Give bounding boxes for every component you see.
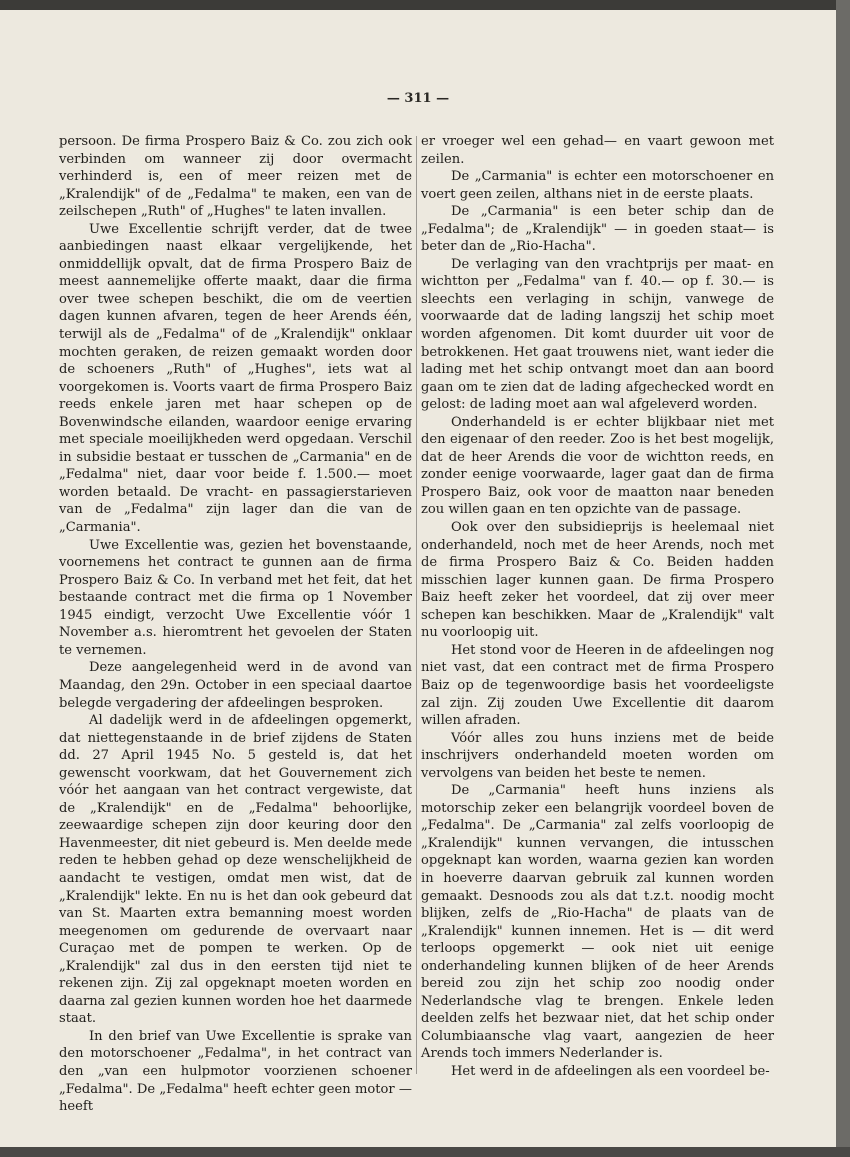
paragraph: Onderhandeld is er echter blijkbaar niet met den eigenaar of den reeder. Zoo is het best mogelijk, dat de heer Arends die voor de wichtton reeds, en zonder eenige voorwaarde, lager gaat dan de firma Prospero Baiz, ook voor de maatton naar beneden zou willen gaan en ten opzichte van de passage. xyxy=(421,414,774,518)
paragraph: Deze aangelegenheid werd in de avond van Maandag, den 29n. October in een speciaal daartoe belegde vergadering der afdeelingen besproken. xyxy=(59,660,412,711)
paragraph: persoon. De firma Prospero Baiz & Co. zou zich ook verbinden om wanneer zij door overmacht verhinderd is, een of meer reizen met de „Kralendijk" of de „Fedalma" te maken, een van de zeilschepen „Ruth" of „Hughes" te laten invallen. xyxy=(59,134,412,220)
paragraph: Vóór alles zou huns inziens met de beide inschrijvers onderhandeld moeten worden om vervolgens van beiden het beste te nemen. xyxy=(421,730,774,781)
document-page xyxy=(0,10,836,1147)
page-number: — 311 — xyxy=(386,91,450,106)
paragraph: In den brief van Uwe Excellentie is sprake van den motorschoener „Fedalma", in het contract van den „van een hulpmotor voorzienen schoener „Fedalma". De „Fedalma" heeft echter geen motor — heeft xyxy=(59,1028,412,1115)
paragraph: Uwe Excellentie schrijft verder, dat de twee aanbiedingen naast elkaar vergelijkende, het onmiddellijk opvalt, dat de firma Prospero Baiz de meest aannemelijke offerte maakt, daar die firma over twee schepen beschikt, die om de veertien dagen kunnen afvaren, tegen de heer Arends één, terwijl als de „Fedalma" of de „Kralendijk" onklaar mochten geraken, de reizen gemaakt worden door de schoeners „Ruth" of „Hughes", iets wat al voorgekomen is. Voorts vaart de firma Prospero Baiz reeds enkele jaren met haar schepen op de Bovenwindsche eilanden, waardoor eenige ervaring met speciale moeilijkheden werd opgedaan. Verschil in subsidie bestaat er tusschen de „Carmania" en de „Fedalma" niet, daar voor beide f. 1.500.— moet worden betaald. De vracht- en passagierstarieven van de „Fedalma" zijn lager dan die van de „Carmania". xyxy=(59,221,412,536)
paragraph: De „Carmania" heeft huns inziens als motorschip zeker een belangrijk voordeel boven de „Fedalma". De „Carmania" zal zelfs voorloopig de „Kralendijk" kunnen vervangen, die intusschen opgeknapt kan worden, waarna gezien kan worden in hoeverre daarvan gebruik zal kunnen worden gemaakt. Desnoods zou als dat t.z.t. noodig mocht blijken, zelfs de „Rio-Hacha" de plaats van de „Kralendijk" kunnen innemen. Het is — dit werd terloops opgemerkt — ook niet uit eenige onderhandeling kunnen blijken of de heer Arends bereid zou zijn het schip zoo noodig onder Nederlandsche vlag te brengen. Enkele leden deelden zelfs het bezwaar niet, dat het schip onder Columbiaansche vlag vaart, aangezien de heer Arends toch immers Nederlander is. xyxy=(421,783,774,1062)
paragraph: De verlaging van den vrachtprijs per maat- en wichtton per „Fedalma" van f. 40.— op f. 30.— is sleechts een verlaging in schijn, vanwege de voorwaarde dat de lading langszij het schip moet worden afgenomen. Dit komt duurder uit voor de betrokkenen. Het gaat trouwens niet, want ieder die lading met het schip ontvangt moet dan aan boord gaan om te zien dat de lading afgechecked wordt en gelost: de lading moet aan wal afgeleverd worden. xyxy=(421,256,774,413)
paragraph: Het stond voor de Heeren in de afdeelingen nog niet vast, dat een contract met de firma Prospero Baiz op de tegenwoordige basis het voordeeligste zal zijn. Zij zouden Uwe Excellentie dit daarom willen afraden. xyxy=(421,642,774,729)
paragraph: Het werd in de afdeelingen als een voordeel be- xyxy=(451,1063,770,1079)
left-column xyxy=(59,133,412,1116)
column-divider xyxy=(416,136,417,1074)
paragraph: er vroeger wel een gehad— en vaart gewoon met zeilen. xyxy=(421,134,774,167)
right-column xyxy=(421,133,774,1081)
paragraph: Al dadelijk werd in de afdeelingen opgemerkt, dat niettegenstaande in de brief zijdens de Staten dd. 27 April 1945 No. 5 gesteld is, dat het gewenscht voorkwam, dat het Gouvernement zich vóór het aangaan van het contract vergewiste, dat de „Kralendijk" en de „Fedalma" behoorlijke, zeewaardige schepen zijn door keuring door den Havenmeester, dit niet gebeurd is. Men deelde mede reden te hebben gehad op deze wenschelijkheid de aandacht te vestigen, omdat men wist, dat de „Kralendijk" lekte. En nu is het dan ook gebeurd dat van St. Maarten extra bemanning moest worden meegenomen om gedurende de overvaart naar Curaçao met de pompen te werken. Op de „Kralendijk" zal dus in den eersten tijd niet te rekenen zijn. Zij zal opgeknapt moeten worden en daarna zal gezien kunnen worden hoe het daarmede staat. xyxy=(59,713,412,1027)
paragraph: Uwe Excellentie was, gezien het bovenstaande, voornemens het contract te gunnen aan de firma Prospero Baiz & Co. In verband met het feit, dat het bestaande contract met die firma op 1 November 1945 eindigt, verzocht Uwe Excellentie vóór 1 November a.s. hieromtrent het gevoelen der Staten te vernemen. xyxy=(59,537,412,658)
scan-edge-right xyxy=(836,0,850,1157)
paragraph: Ook over den subsidieprijs is heelemaal niet onderhandeld, noch met de heer Arends, noch met de firma Prospero Baiz & Co. Beiden hadden misschien lager kunnen gaan. De firma Prospero Baiz heeft zeker het voordeel, dat zij over meer schepen kan beschikken. Maar de „Kralendijk" valt nu voorloopig uit. xyxy=(421,520,774,641)
paragraph: De „Carmania" is een beter schip dan de „Fedalma"; de „Kralendijk" — in goeden staat— is beter dan de „Rio-Hacha". xyxy=(421,204,774,255)
paragraph: De „Carmania" is echter een motorschoener en voert geen zeilen, althans niet in de eerste plaats. xyxy=(421,169,774,202)
scan-edge-bottom xyxy=(0,1147,850,1157)
